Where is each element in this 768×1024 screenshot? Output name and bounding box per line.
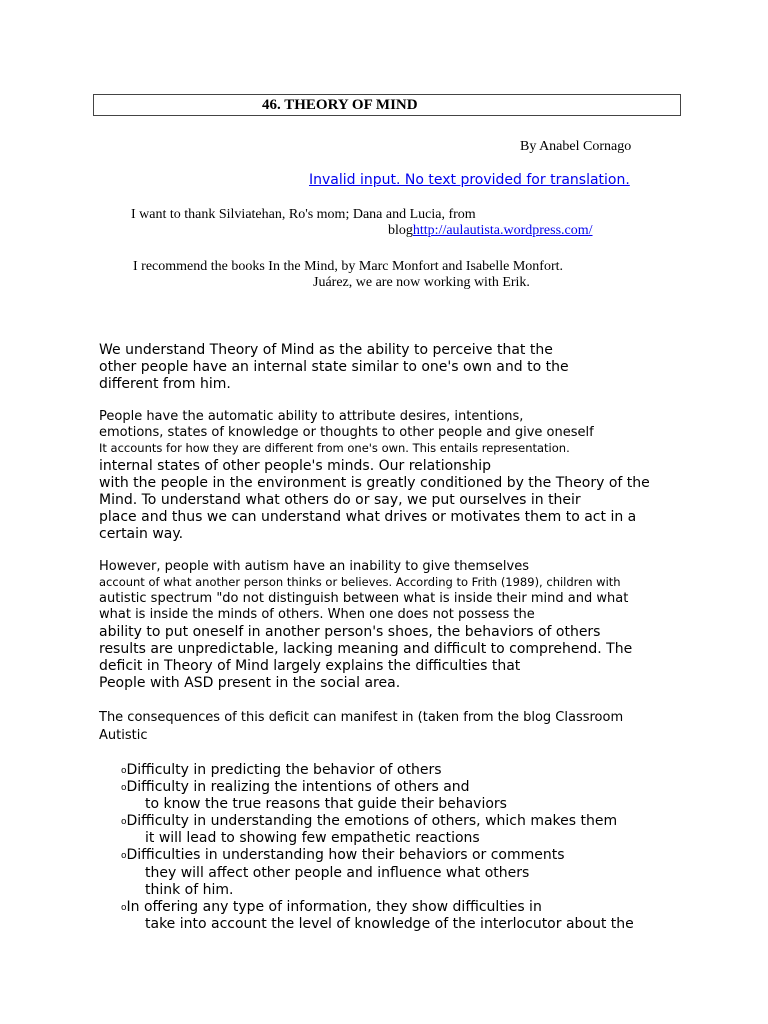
paragraph-2-line-8: certain way. [99,526,184,542]
bullet-item-3 [121,813,617,829]
paragraph-2-line-4: internal states of other people's minds. Our relationship [99,458,491,474]
bullet-item-4-continuation-2: think of him. [145,882,234,898]
bullet-marker: o [121,766,127,776]
thanks-line-2 [388,223,673,239]
bullet-text: Difficulty in understanding the emotions of others, which makes them [126,813,618,829]
paragraph-3-line-6: results are unpredictable, lacking meaning and difficult to comprehend. The [99,641,633,657]
paragraph-3-line-3: autistic spectrum "do not distinguish between what is inside their mind and what [99,591,629,606]
bullet-marker: o [121,783,127,793]
paragraph-3-line-1: However, people with autism have an inability to give themselves [99,559,529,574]
text-line: different from him. [99,376,231,392]
text-line: The consequences of this deficit can manifest in (taken from the blog Classroom [99,710,624,725]
bullet-marker: o [121,903,127,913]
bullet-text: Difficulty in realizing the intentions of others and [126,779,470,795]
paragraph-2-line-1: People have the automatic ability to attribute desires, intentions, [99,409,524,424]
paragraph-3-line-7: deficit in Theory of Mind largely explains the difficulties that [99,658,521,674]
paragraph-2-line-3: It accounts for how they are different from one's own. This entails representation. [99,441,570,455]
recommend-line-2: Juárez, we are now working with Erik. [313,275,530,290]
page-title: 46. THEORY OF MIND [262,97,418,113]
text-line: other people have an internal state similar to one's own and to the [99,359,569,375]
paragraph-3-line-5: ability to put oneself in another person's shoes, the behaviors of others [99,624,601,640]
paragraph-2-line-5: with the people in the environment is greatly conditioned by the Theory of the [99,475,650,491]
blog-link[interactable]: http://aulautista.wordpress.com/ [412,223,593,238]
text-line: We understand Theory of Mind as the ability to perceive that the [99,342,553,358]
bullet-item-5 [121,899,542,915]
paragraph-1 [99,342,569,393]
bullet-text: In offering any type of information, they show difficulties in [126,899,542,915]
translation-notice-link[interactable]: Invalid input. No text provided for translation. [309,172,630,188]
bullet-item-3-continuation: it will lead to showing few empathetic reactions [145,830,480,846]
bullet-item-4 [121,847,565,863]
recommend-line-1: I recommend the books In the Mind, by Marc Monfort and Isabelle Monfort. [133,259,564,274]
bullet-text: Difficulties in understanding how their behaviors or comments [126,847,565,863]
text-line: Autistic [99,728,148,743]
bullet-item-1 [121,762,442,778]
author-line: By Anabel Cornago [520,139,632,154]
bullet-text: Difficulty in predicting the behavior of others [126,762,442,778]
bullet-marker: o [121,851,127,861]
paragraph-3-line-8: People with ASD present in the social area. [99,675,401,691]
thanks-line-1: I want to thank Silviatehan, Ro's mom; Dana and Lucia, from [131,207,476,222]
paragraph-2-line-6: Mind. To understand what others do or say, we put ourselves in their [99,492,581,508]
bullet-item-2-continuation: to know the true reasons that guide their behaviors [145,796,507,812]
paragraph-3-line-2: account of what another person thinks or believes. According to Frith (1989), children with [99,575,621,589]
thanks-blog-prefix: blog [388,223,413,238]
bullet-item-5-continuation: take into account the level of knowledge of the interlocutor about the [145,916,634,932]
bullet-item-4-continuation-1: they will affect other people and influence what others [145,865,530,881]
paragraph-4 [99,709,623,745]
paragraph-2-line-2: emotions, states of knowledge or thoughts to other people and give oneself [99,425,594,440]
paragraph-2-line-7: place and thus we can understand what drives or motivates them to act in a [99,509,637,525]
paragraph-3-line-4: what is inside the minds of others. When one does not possess the [99,607,535,622]
bullet-item-2 [121,779,470,795]
bullet-marker: o [121,817,127,827]
